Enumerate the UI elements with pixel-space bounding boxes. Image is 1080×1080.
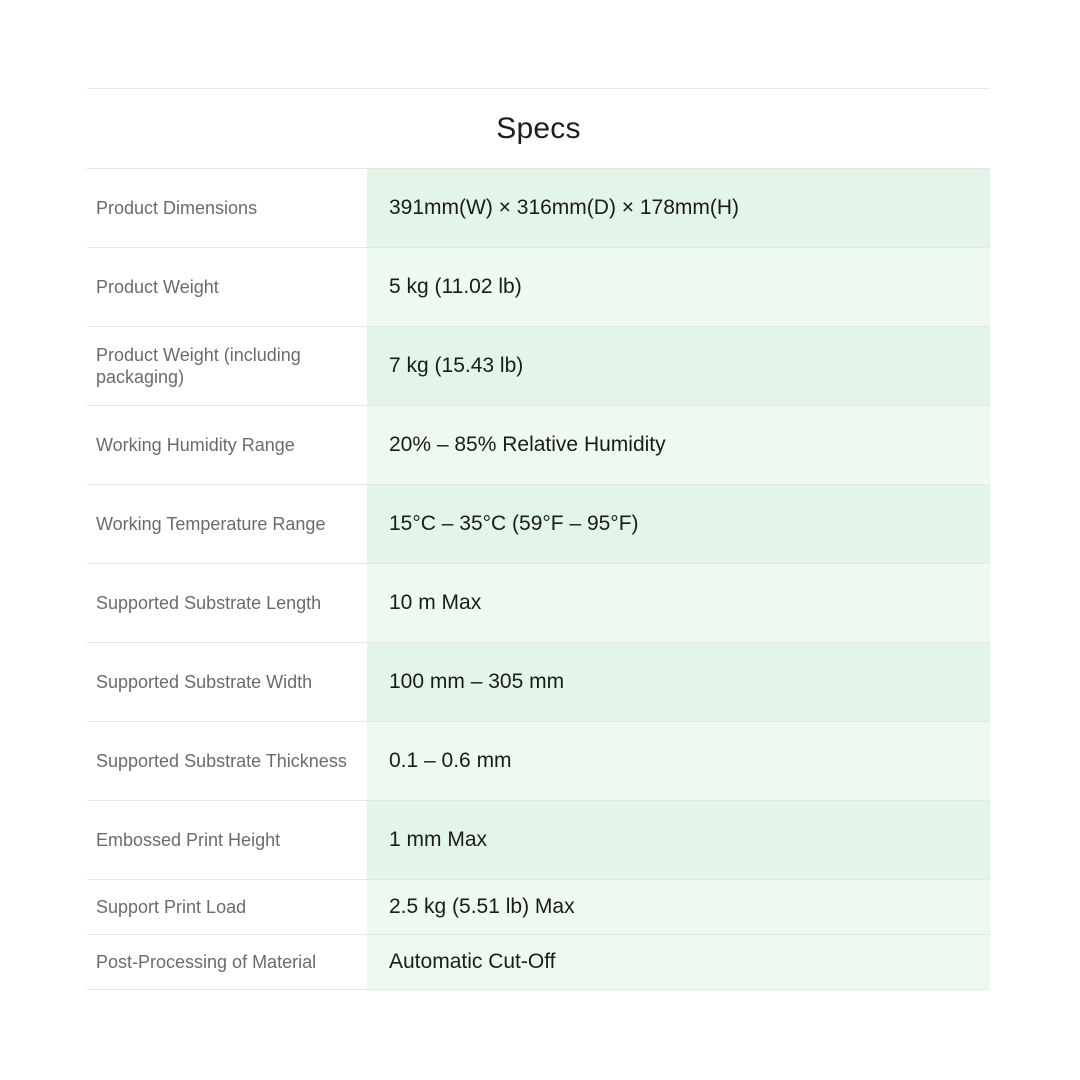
spec-label: Post-Processing of Material <box>87 935 367 989</box>
spec-value: 100 mm – 305 mm <box>367 643 990 721</box>
spec-row-product-weight <box>87 248 990 327</box>
spec-label: Supported Substrate Length <box>87 564 367 642</box>
spec-row-post-processing <box>87 935 990 990</box>
specs-title: Specs <box>496 111 581 145</box>
spec-row-substrate-width <box>87 643 990 722</box>
spec-row-working-temperature <box>87 485 990 564</box>
spec-label: Working Humidity Range <box>87 406 367 484</box>
spec-label: Working Temperature Range <box>87 485 367 563</box>
spec-label: Product Dimensions <box>87 169 367 247</box>
spec-row-working-humidity <box>87 406 990 485</box>
spec-value: 0.1 – 0.6 mm <box>367 722 990 800</box>
spec-value: 7 kg (15.43 lb) <box>367 327 990 405</box>
specs-header <box>87 89 990 169</box>
spec-value: 1 mm Max <box>367 801 990 879</box>
spec-value: 5 kg (11.02 lb) <box>367 248 990 326</box>
spec-row-substrate-length <box>87 564 990 643</box>
spec-label: Embossed Print Height <box>87 801 367 879</box>
spec-row-product-dimensions <box>87 169 990 248</box>
spec-row-product-weight-packaging <box>87 327 990 406</box>
spec-label: Product Weight <box>87 248 367 326</box>
spec-row-embossed-print-height <box>87 801 990 880</box>
specs-table <box>87 88 990 990</box>
spec-row-substrate-thickness <box>87 722 990 801</box>
spec-value: 10 m Max <box>367 564 990 642</box>
spec-value: 20% – 85% Relative Humidity <box>367 406 990 484</box>
spec-label: Support Print Load <box>87 880 367 934</box>
spec-value: Automatic Cut-Off <box>367 935 990 989</box>
spec-value: 2.5 kg (5.51 lb) Max <box>367 880 990 934</box>
spec-label: Product Weight (including packaging) <box>87 327 367 405</box>
spec-label: Supported Substrate Thickness <box>87 722 367 800</box>
spec-row-support-print-load <box>87 880 990 935</box>
spec-value: 15°C – 35°C (59°F – 95°F) <box>367 485 990 563</box>
spec-label: Supported Substrate Width <box>87 643 367 721</box>
spec-value: 391mm(W) × 316mm(D) × 178mm(H) <box>367 169 990 247</box>
